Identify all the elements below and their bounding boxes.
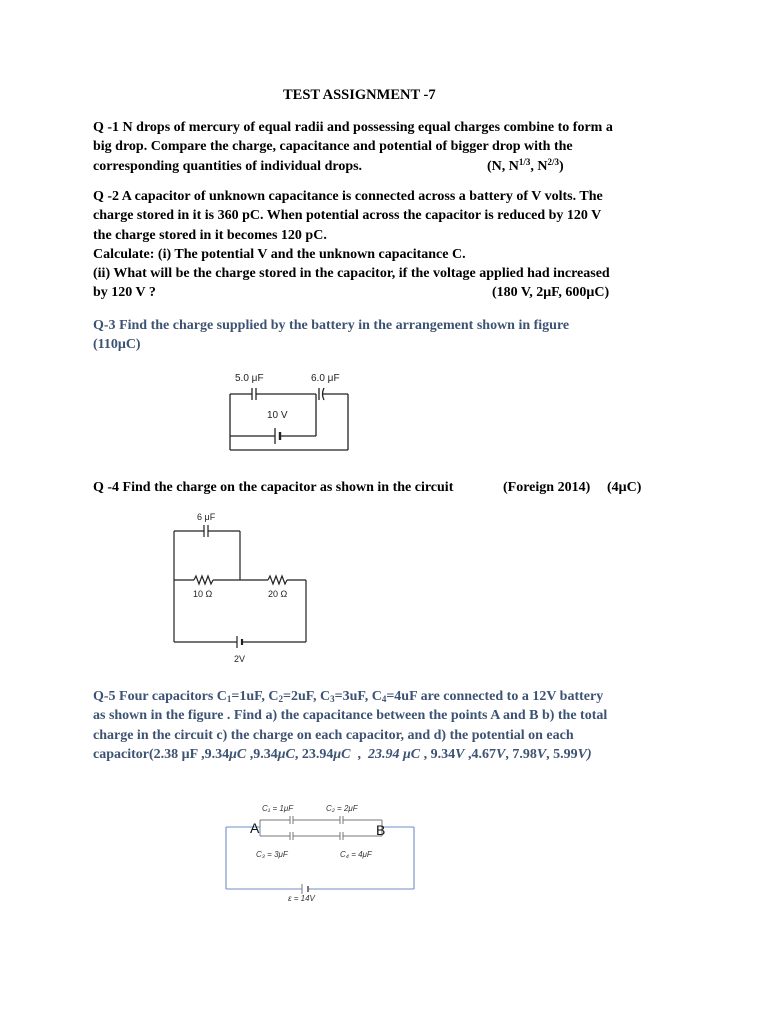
page-title: TEST ASSIGNMENT -7 bbox=[283, 87, 436, 103]
q4-battery-label: 2V bbox=[234, 654, 246, 664]
q5-battery-label: ε = 14V bbox=[288, 894, 315, 903]
q5-line-4: capacitor(2.38 μF ,9.34μC ,9.34μC, 23.94μC , 23.94 μC , 9.34V ,4.67V, 7.98V, 5.99V) bbox=[93, 746, 592, 762]
question-2 bbox=[93, 187, 678, 303]
q1-text: corresponding quantities of individual drops. bbox=[93, 158, 363, 174]
q5-point-b-label: B bbox=[376, 822, 386, 838]
q5-line-3: charge in the circuit c) the charge on each capacitor, and d) the potential on each bbox=[93, 727, 574, 743]
q5-circuit-figure bbox=[222, 800, 422, 910]
q2-line-3: the charge stored in it becomes 120 pC. bbox=[93, 227, 327, 243]
question-5 bbox=[93, 687, 678, 764]
q4-r1-label: 10 Ω bbox=[193, 589, 213, 599]
q1-line-1: Q -1 N drops of mercury of equal radii and possessing equal charges combine to form a bbox=[93, 120, 613, 135]
q3-line-1: Q-3 Find the charge supplied by the battery in the arrangement shown in figure bbox=[93, 318, 570, 333]
q1-line-2: big drop. Compare the charge, capacitance and potential of bigger drop with the bbox=[93, 139, 573, 155]
q2-line-5: (ii) What will be the charge stored in the capacitor, if the voltage applied had increased bbox=[93, 266, 610, 282]
q4-r2-label: 20 Ω bbox=[268, 589, 288, 599]
q3-c1-label: 5.0 μF bbox=[235, 373, 264, 384]
q5-line-2: as shown in the figure . Find a) the capacitance between the points A and B b) the total bbox=[93, 708, 608, 724]
q5-c4-label: C₄ = 4μF bbox=[340, 850, 372, 859]
question-3 bbox=[93, 316, 678, 355]
q2-answer: (180 V, 2μF, 600μC) bbox=[492, 285, 610, 301]
q5-c3-label: C₃ = 3μF bbox=[256, 850, 288, 859]
question-1 bbox=[93, 118, 678, 176]
q2-line-4: Calculate: (i) The potential V and the unknown capacitance C. bbox=[93, 246, 466, 262]
q5-line-1: Q-5 Four capacitors $C_1=1uF$, $C_2=2uF$, $C_3=3uF$, $C_4=4uF$ are connected to a 12V battery bbox=[93, 689, 604, 704]
q5-point-a-label: A bbox=[250, 820, 260, 836]
q2-line-2: charge stored in it is 360 pC. When potential across the capacitor is reduced by 120 V bbox=[93, 208, 602, 224]
q5-c1-label: C₁ = 1μF bbox=[262, 804, 294, 813]
q4-source: (Foreign 2014) bbox=[503, 480, 591, 495]
q1-answer: (N, $N^{1/3}$, $N^{2/3}$) bbox=[487, 156, 564, 174]
q3-answer: (110μC) bbox=[93, 337, 141, 353]
q2-line-1: Q -2 A capacitor of unknown capacitance is connected across a battery of V volts. The bbox=[93, 189, 603, 204]
q4-cap-label: 6 μF bbox=[197, 512, 216, 522]
q3-battery-label: 10 V bbox=[267, 410, 288, 421]
q1-line-3 bbox=[93, 157, 678, 176]
q4-answer: (4μC) bbox=[607, 480, 642, 495]
q3-c2-label: 6.0 μF bbox=[311, 373, 340, 384]
q2-line-6: by 120 V ? (180 V, 2μF, 600μC) bbox=[93, 283, 678, 302]
q4-text: Q -4 Find the charge on the capacitor as shown in the circuit bbox=[93, 480, 454, 495]
q5-c2-label: C₂ = 2μF bbox=[326, 804, 358, 813]
question-4 bbox=[93, 478, 713, 497]
q4-circuit-figure bbox=[168, 509, 313, 674]
q3-circuit-figure bbox=[220, 366, 355, 463]
